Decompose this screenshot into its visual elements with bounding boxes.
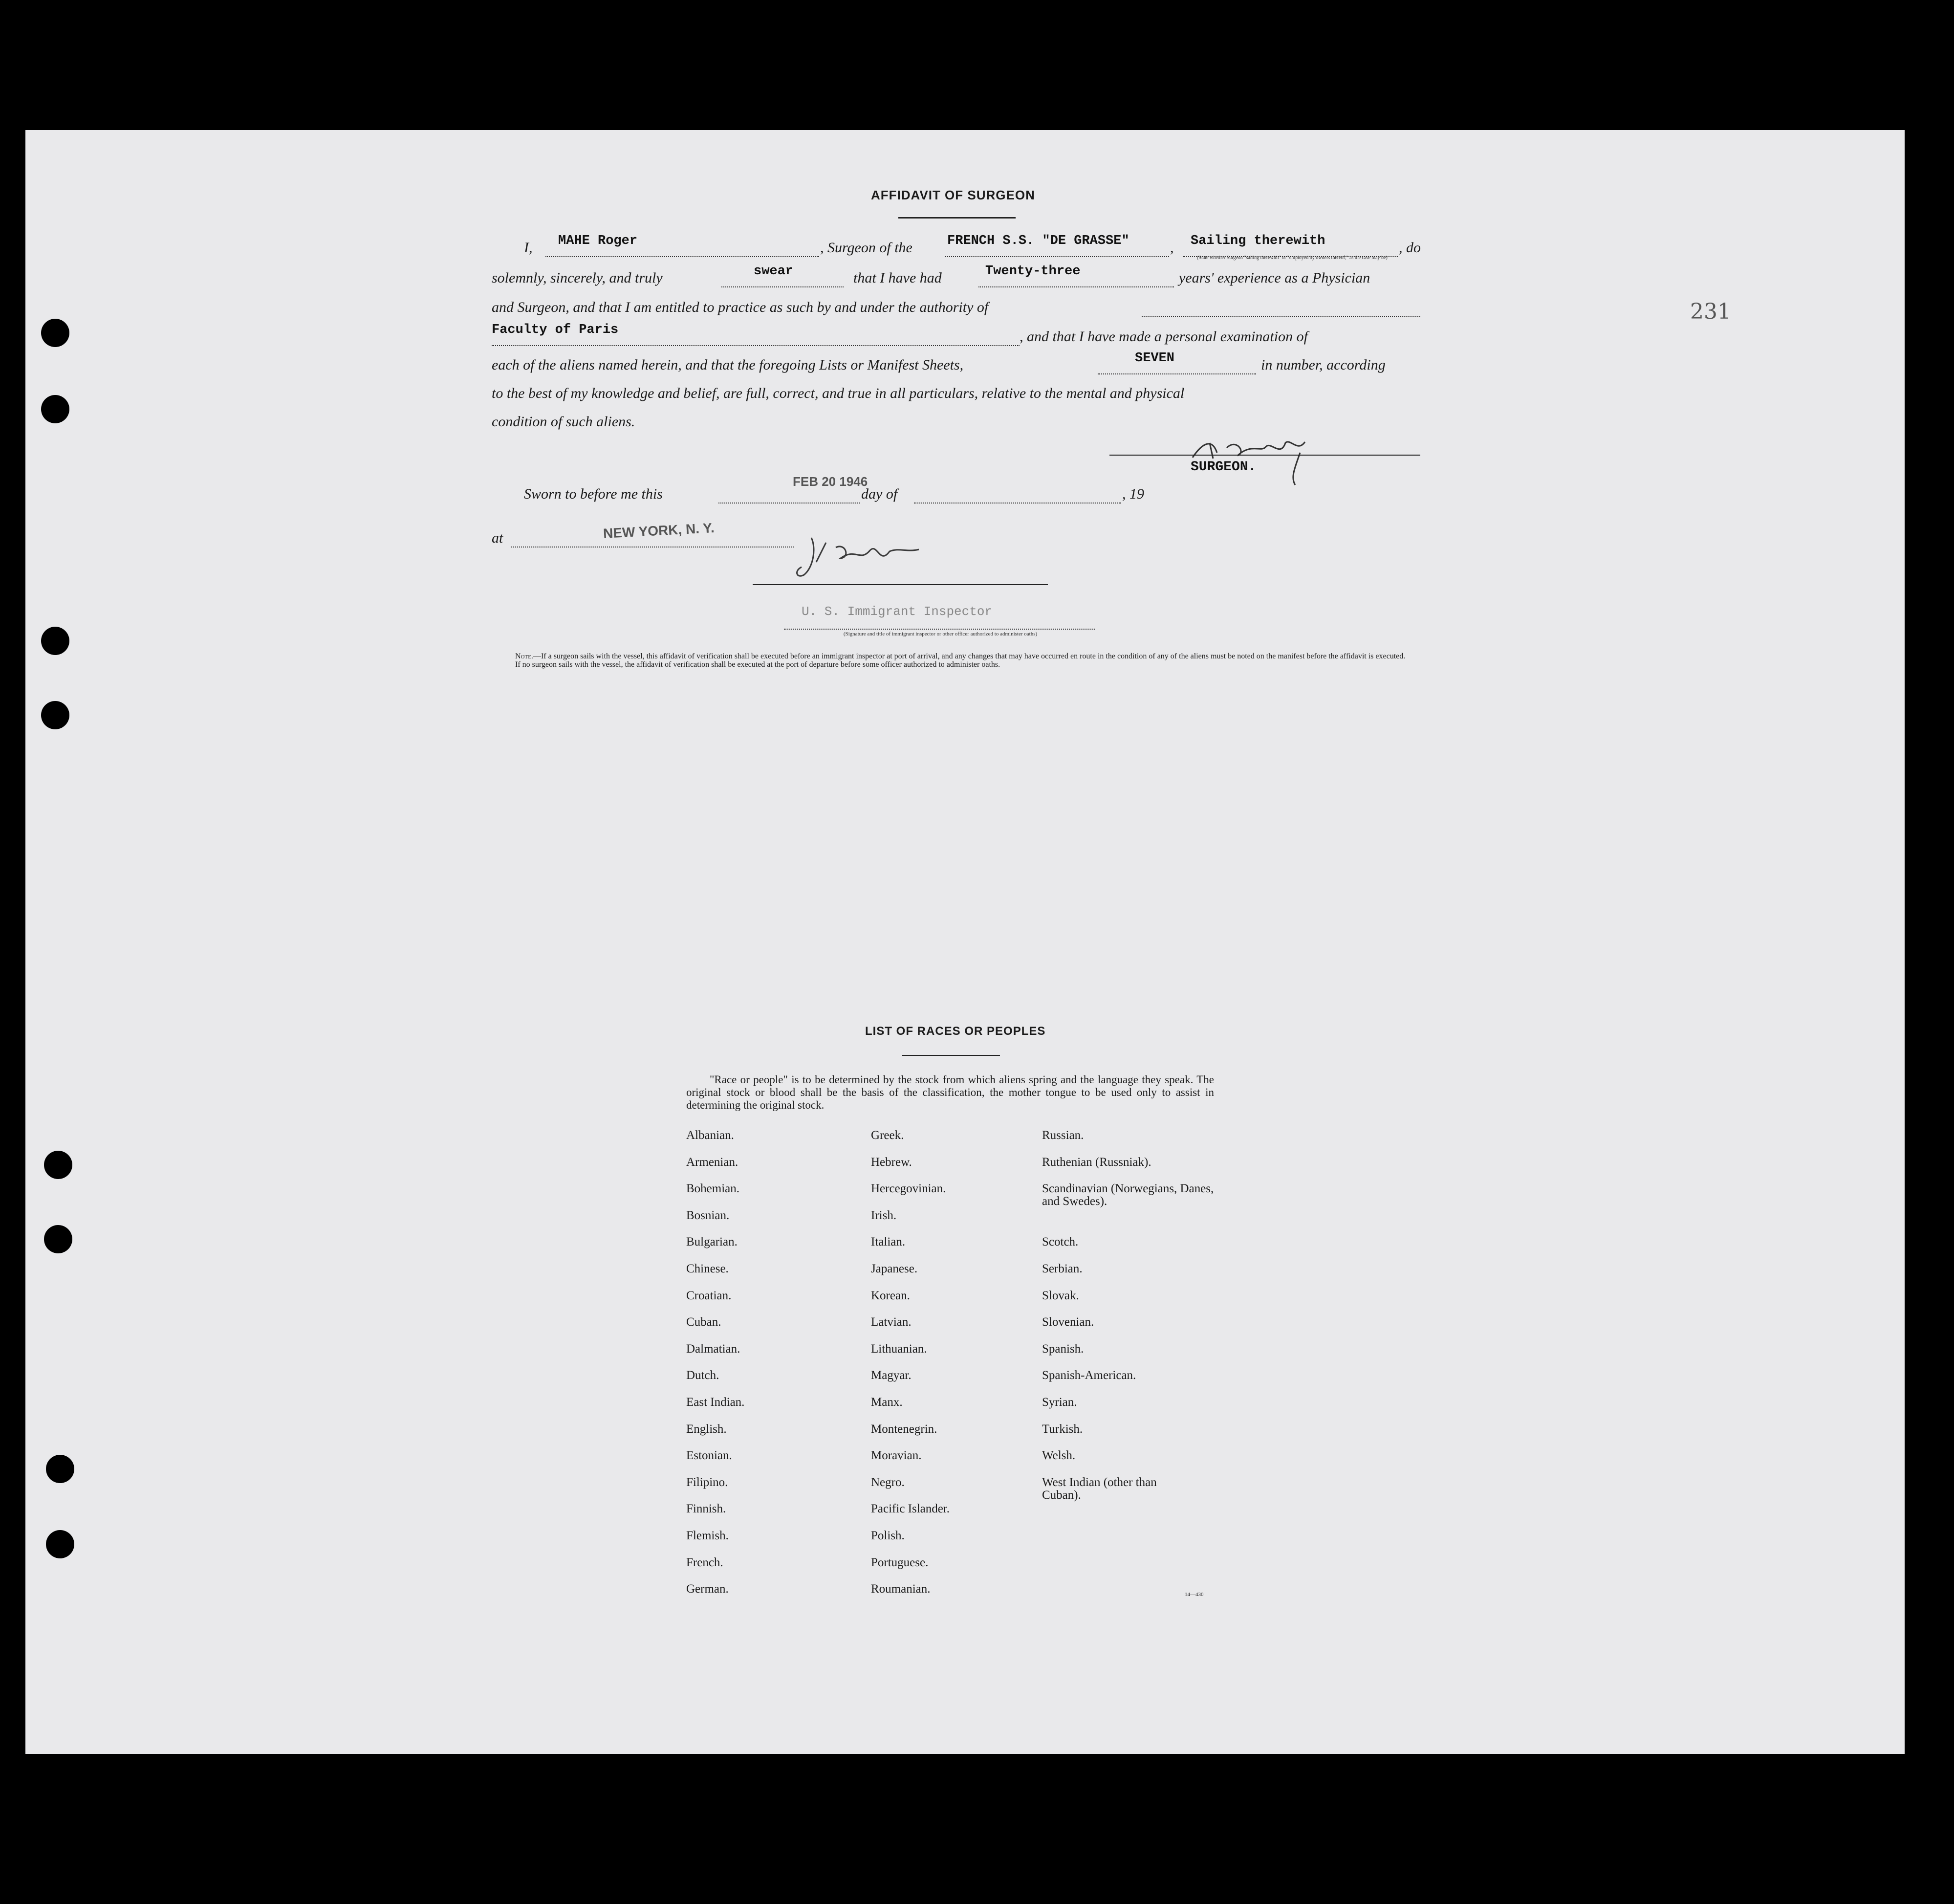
inspector-caption-line xyxy=(784,629,1095,630)
list-item: Japanese. xyxy=(871,1262,918,1275)
title-underline xyxy=(898,217,1016,219)
punch-hole xyxy=(41,319,69,347)
races-intro: "Race or people" is to be determined by the stock from which aliens spring and the language they speak. The original stock or blood shall be the basis of the classification, the mother tongue to be used only to assist in determining the original stock. xyxy=(686,1073,1214,1111)
list-item: Lithuanian. xyxy=(871,1342,927,1356)
races-column-3 xyxy=(1042,1129,1218,1515)
vessel-field: FRENCH S.S. "DE GRASSE" xyxy=(947,234,1129,248)
form-number: 14—430 xyxy=(1185,1592,1204,1598)
at-line: at NEW YORK, N. Y. xyxy=(492,530,1420,554)
affidavit-line-6: to the best of my knowledge and belief, are full, correct, and true in all particulars, relative to the mental and physical xyxy=(492,385,1185,401)
list-item: Pacific Islander. xyxy=(871,1502,950,1516)
surgeon-signature xyxy=(1183,423,1344,492)
races-column-1 xyxy=(686,1129,744,1610)
list-item: Bosnian. xyxy=(686,1208,730,1222)
punch-hole xyxy=(44,1225,72,1253)
oath-field: swear xyxy=(754,264,794,279)
list-item: West Indian (other than Cuban). xyxy=(1042,1475,1157,1502)
list-item: Magyar. xyxy=(871,1369,912,1382)
punch-hole xyxy=(44,1151,72,1179)
list-item: Albanian. xyxy=(686,1129,734,1142)
list-item: Ruthenian (Russniak). xyxy=(1042,1155,1151,1169)
surgeon-name-field: MAHE Roger xyxy=(558,234,638,248)
races-column-2 xyxy=(871,1129,950,1610)
status-instruction: (State whether Surgeon "sailing therewith" or "employed by owners thereof," as the case may be) xyxy=(1197,255,1388,261)
list-item: Syrian. xyxy=(1042,1395,1077,1409)
list-item: Portuguese. xyxy=(871,1555,929,1569)
list-item: Bohemian. xyxy=(686,1182,740,1196)
list-item: Filipino. xyxy=(686,1475,728,1489)
affidavit-note xyxy=(492,652,1420,669)
list-item: Hebrew. xyxy=(871,1155,912,1169)
sheet-count-field: SEVEN xyxy=(1135,351,1175,366)
inspector-caption: (Signature and title of immigrant inspector or other officer authorized to administer oaths) xyxy=(843,631,1038,637)
affidavit-line-5: each of the aliens named herein, and that the foregoing Lists or Manifest Sheets, SEVEN in number, according xyxy=(492,357,1420,381)
list-item: Armenian. xyxy=(686,1155,738,1169)
years-field: Twenty-three xyxy=(985,264,1081,279)
inspector-signature-line xyxy=(753,584,1048,585)
surgeon-label: SURGEON. xyxy=(1191,460,1257,475)
list-item: Slovenian. xyxy=(1042,1315,1094,1329)
affidavit-line-1: I, MAHE Roger , Surgeon of the FRENCH S.S. "DE GRASSE" , Sailing therewith , do (State whether Surgeon "sailing therewith" or "employed by owners thereof," as the case may be) xyxy=(524,234,1421,261)
list-item: Spanish-American. xyxy=(1042,1369,1136,1382)
list-item: Dutch. xyxy=(686,1369,719,1382)
affidavit-line-3: and Surgeon, and that I am entitled to practice as such by and under the authority of xyxy=(492,299,1420,324)
list-item: Turkish. xyxy=(1042,1422,1083,1436)
affidavit-line-7: condition of such aliens. xyxy=(492,414,635,430)
inspector-title-stamp: U. S. Immigrant Inspector xyxy=(802,604,993,619)
affidavit-line-2: solemnly, sincerely, and truly swear that I have had Twenty-three years' experience as a Physician xyxy=(492,270,1420,294)
punch-hole xyxy=(41,701,69,729)
list-item: Bulgarian. xyxy=(686,1235,738,1249)
list-item: Roumanian. xyxy=(871,1582,931,1596)
list-item: Russian. xyxy=(1042,1129,1084,1142)
list-item: Slovak. xyxy=(1042,1289,1079,1302)
affidavit-line-4: Faculty of Paris , and that I have made a personal examination of xyxy=(492,328,1420,353)
list-item: Greek. xyxy=(871,1129,904,1142)
list-item: Finnish. xyxy=(686,1502,726,1516)
list-item: German. xyxy=(686,1582,729,1596)
list-item: Negro. xyxy=(871,1475,905,1489)
list-item: Croatian. xyxy=(686,1289,732,1302)
authority-field: Faculty of Paris xyxy=(492,323,619,337)
list-item: Estonian. xyxy=(686,1449,732,1463)
note-label: Note. xyxy=(515,652,533,660)
page-number: 231 xyxy=(1690,299,1731,324)
list-item: Spanish. xyxy=(1042,1342,1084,1356)
list-item: Scandinavian (Norwegians, Danes, and Swedes). xyxy=(1042,1182,1214,1208)
punch-hole xyxy=(41,627,69,655)
punch-hole xyxy=(46,1530,74,1558)
races-title-underline xyxy=(902,1055,1000,1056)
sailing-status-field: Sailing therewith xyxy=(1191,234,1325,248)
list-item: Cuban. xyxy=(686,1315,721,1329)
list-item: Italian. xyxy=(871,1235,906,1249)
list-item: Welsh. xyxy=(1042,1449,1076,1463)
surgeon-signature-line xyxy=(1109,455,1420,456)
sworn-line: Sworn to before me this FEB 20 1946 day of , 19 xyxy=(492,486,1420,510)
list-item: French. xyxy=(686,1555,723,1569)
list-item: Manx. xyxy=(871,1395,903,1409)
list-item: Chinese. xyxy=(686,1262,729,1275)
list-item: Latvian. xyxy=(871,1315,912,1329)
note-text: —If a surgeon sails with the vessel, this affidavit of verification shall be executed before an immigrant inspector at port of arrival, and any changes that may have occurred en route in the condition of any of the aliens must be noted on the manifest before the affidavit is executed. xyxy=(533,652,1406,660)
list-item: English. xyxy=(686,1422,727,1436)
note-text-2: If no surgeon sails with the vessel, the affidavit of verification shall be executed at the port of departure before some officer authorized to administer oaths. xyxy=(515,660,1000,669)
list-item: Irish. xyxy=(871,1208,897,1222)
list-item: Montenegrin. xyxy=(871,1422,937,1436)
punch-hole xyxy=(41,395,69,423)
punch-hole xyxy=(46,1455,74,1483)
list-item: Serbian. xyxy=(1042,1262,1083,1275)
races-title: LIST OF RACES OR PEOPLES xyxy=(865,1025,1046,1038)
date-stamp: FEB 20 1946 xyxy=(793,474,868,489)
list-item: Moravian. xyxy=(871,1449,922,1463)
list-item: Polish. xyxy=(871,1529,905,1542)
inspector-signature xyxy=(787,528,934,582)
list-item: Flemish. xyxy=(686,1529,729,1542)
list-item: Scotch. xyxy=(1042,1235,1079,1249)
list-item: Dalmatian. xyxy=(686,1342,740,1356)
list-item: East Indian. xyxy=(686,1395,745,1409)
affidavit-title: AFFIDAVIT OF SURGEON xyxy=(871,188,1035,202)
list-item: Korean. xyxy=(871,1289,910,1302)
list-item: Hercegovinian. xyxy=(871,1182,946,1196)
place-stamp: NEW YORK, N. Y. xyxy=(603,520,715,541)
